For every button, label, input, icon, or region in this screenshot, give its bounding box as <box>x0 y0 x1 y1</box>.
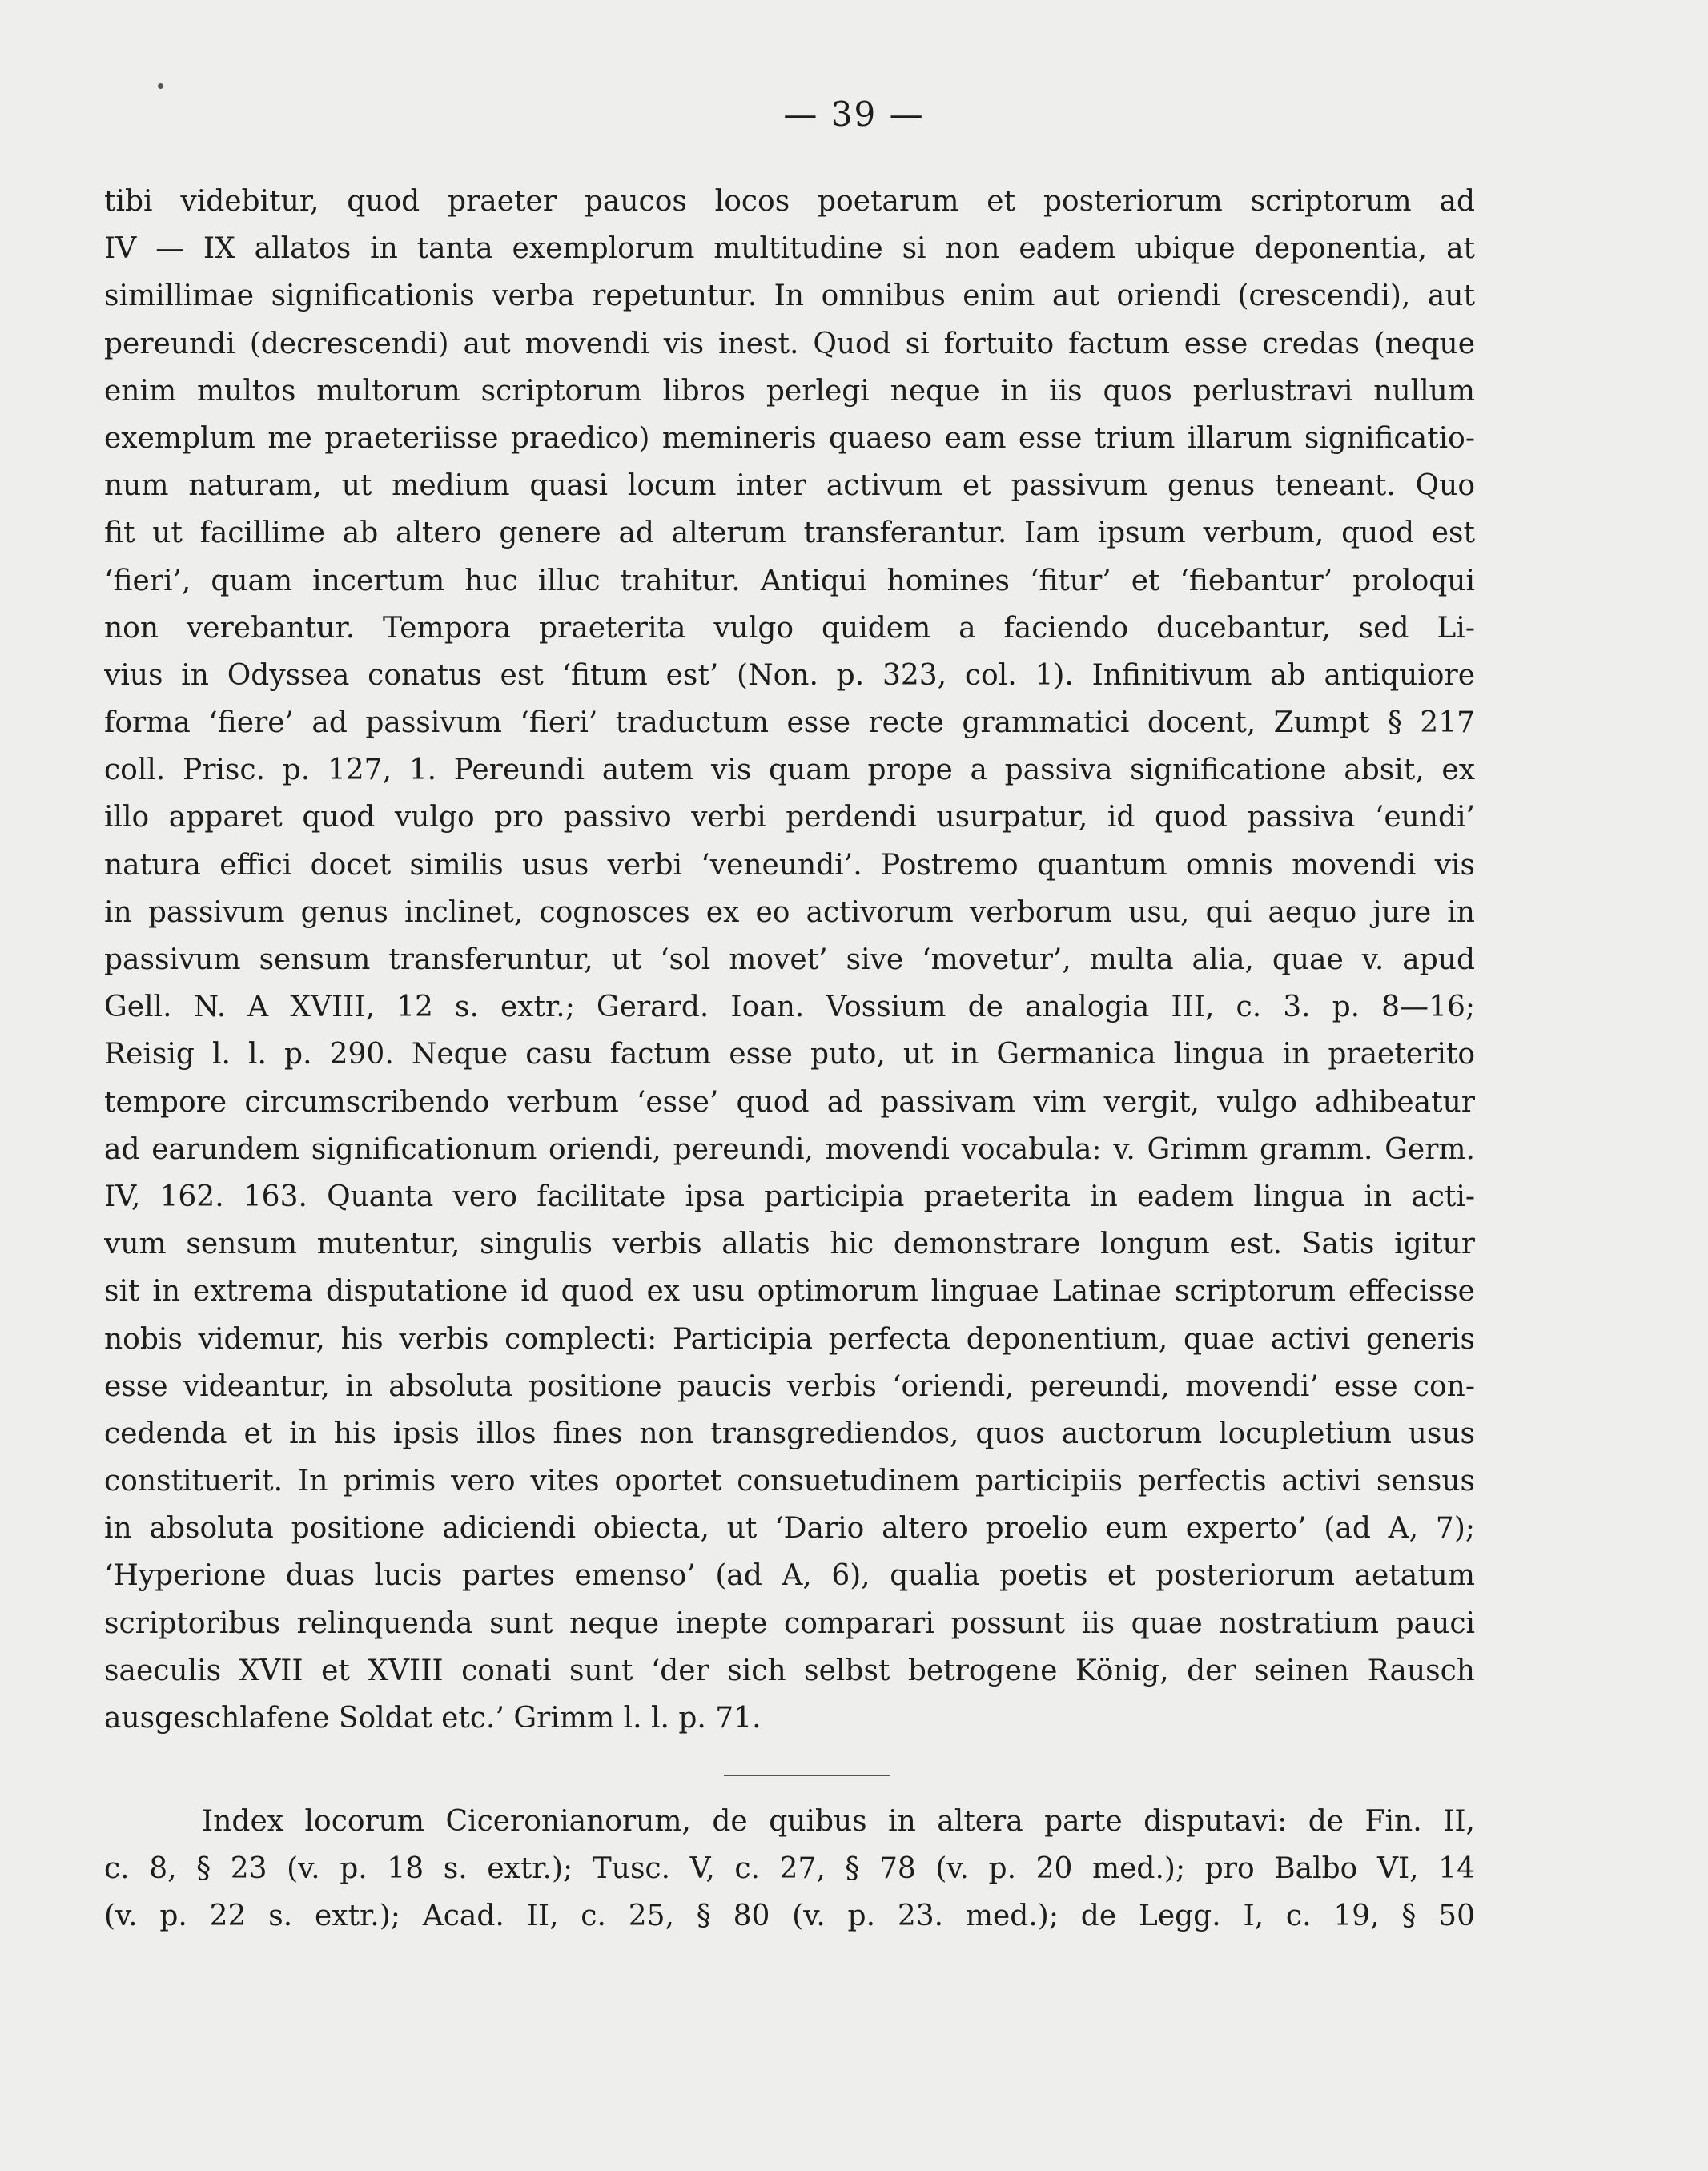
text-line: illo apparet quod vulgo pro passivo verbi perdendi usurpatur, id quod passiva ‘eundi’ <box>104 801 1475 834</box>
index-locorum <box>104 1798 1475 1940</box>
text-line: vius in Odyssea conatus est ‘fitum est’ (Non. p. 323, col. 1). Infinitivum ab antiquiore <box>104 658 1475 692</box>
text-line: sit in extrema disputatione id quod ex usu optimorum linguae Latinae scriptorum effecisse <box>104 1275 1475 1309</box>
text-line: ‘Hyperione duas lucis partes emenso’ (ad A, 6), qualia poetis et posteriorum aetatum <box>104 1559 1475 1593</box>
text-line: IV — IX allatos in tanta exemplorum multitudine si non eadem ubique deponentia, at <box>104 232 1475 266</box>
index-line: (v. p. 22 s. extr.); Acad. II, c. 25, § 80 (v. p. 23. med.); de Legg. I, c. 19, § 50 <box>104 1900 1475 1933</box>
text-line: exemplum me praeteriisse praedico) memineris quaeso eam esse trium illarum significatio- <box>104 421 1475 455</box>
text-line: Gell. N. A XVIII, 12 s. extr.; Gerard. Ioan. Vossium de analogia III, c. 3. p. 8—16; <box>104 991 1475 1024</box>
text-line: fit ut facillime ab altero genere ad alterum transferantur. Iam ipsum verbum, quod est <box>104 517 1475 550</box>
text-line: ad earundem significationum oriendi, pereundi, movendi vocabula: v. Grimm gramm. Germ. <box>104 1132 1475 1166</box>
text-line: coll. Prisc. p. 127, 1. Pereundi autem vis quam prope a passiva significatione absit, ex <box>104 754 1475 787</box>
text-line: scriptoribus relinquenda sunt neque inepte comparari possunt iis quae nostratium pauci <box>104 1606 1475 1640</box>
text-line: in passivum genus inclinet, cognosces ex eo activorum verborum usu, qui aequo jure in <box>104 895 1475 929</box>
text-line: vum sensum mutentur, singulis verbis allatis hic demonstrare longum est. Satis igitur <box>104 1228 1475 1261</box>
ink-spot <box>158 83 163 89</box>
text-line: pereundi (decrescendi) aut movendi vis inest. Quod si fortuito factum esse credas (neque <box>104 327 1475 360</box>
text-line: passivum sensum transferuntur, ut ‘sol movet’ sive ‘movetur’, multa alia, quae v. apud <box>104 943 1475 976</box>
section-divider <box>724 1775 890 1776</box>
text-line: esse videantur, in absoluta positione paucis verbis ‘oriendi, pereundi, movendi’ esse con- <box>104 1369 1475 1403</box>
page-number: — 39 — <box>783 94 925 134</box>
text-line: IV, 162. 163. Quanta vero facilitate ipsa participia praeterita in eadem lingua in acti- <box>104 1180 1475 1213</box>
text-line: tibi videbitur, quod praeter paucos locos poetarum et posteriorum scriptorum ad <box>104 185 1475 218</box>
text-line: in absoluta positione adiciendi obiecta, ut ‘Dario altero proelio eum experto’ (ad A, 7); <box>104 1512 1475 1546</box>
text-line: enim multos multorum scriptorum libros perlegi neque in iis quos perlustravi nullum <box>104 374 1475 408</box>
text-line: num naturam, ut medium quasi locum inter activum et passivum genus teneant. Quo <box>104 469 1475 503</box>
text-line: Reisig l. l. p. 290. Neque casu factum esse puto, ut in Germanica lingua in praeterito <box>104 1038 1475 1071</box>
text-line: tempore circumscribendo verbum ‘esse’ quod ad passivam vim vergit, vulgo adhibeatur <box>104 1085 1475 1119</box>
text-line: natura effici docet similis usus verbi ‘veneundi’. Postremo quantum omnis movendi vis <box>104 848 1475 882</box>
text-line: non verebantur. Tempora praeterita vulgo quidem a faciendo ducebantur, sed Li- <box>104 611 1475 645</box>
text-line: constituerit. In primis vero vites oportet consuetudinem participiis perfectis activi sensus <box>104 1465 1475 1498</box>
text-line: simillimae significationis verba repetuntur. In omnibus enim aut oriendi (crescendi), aut <box>104 279 1475 313</box>
text-line: nobis videmur, his verbis complecti: Participia perfecta deponentium, quae activi generis <box>104 1322 1475 1356</box>
text-line: cedenda et in his ipsis illos fines non transgrediendos, quos auctorum locupletium usus <box>104 1417 1475 1450</box>
text-line: forma ‘fiere’ ad passivum ‘fieri’ traductum esse recte grammatici docent, Zumpt § 217 <box>104 706 1475 740</box>
index-line: Index locorum Ciceronianorum, de quibus in altera parte disputavi: de Fin. II, <box>202 1805 1475 1838</box>
index-line: c. 8, § 23 (v. p. 18 s. extr.); Tusc. V, c. 27, § 78 (v. p. 20 med.); pro Balbo VI, 14 <box>104 1852 1475 1886</box>
main-text <box>104 178 1475 1742</box>
text-line: saeculis XVII et XVIII conati sunt ‘der sich selbst betrogene König, der seinen Rausch <box>104 1654 1475 1687</box>
text-line: ausgeschlafene Soldat etc.’ Grimm l. l. p. 71. <box>104 1702 762 1735</box>
text-line: ‘fieri’, quam incertum huc illuc trahitur. Antiqui homines ‘fitur’ et ‘fiebantur’ proloqui <box>104 564 1475 597</box>
